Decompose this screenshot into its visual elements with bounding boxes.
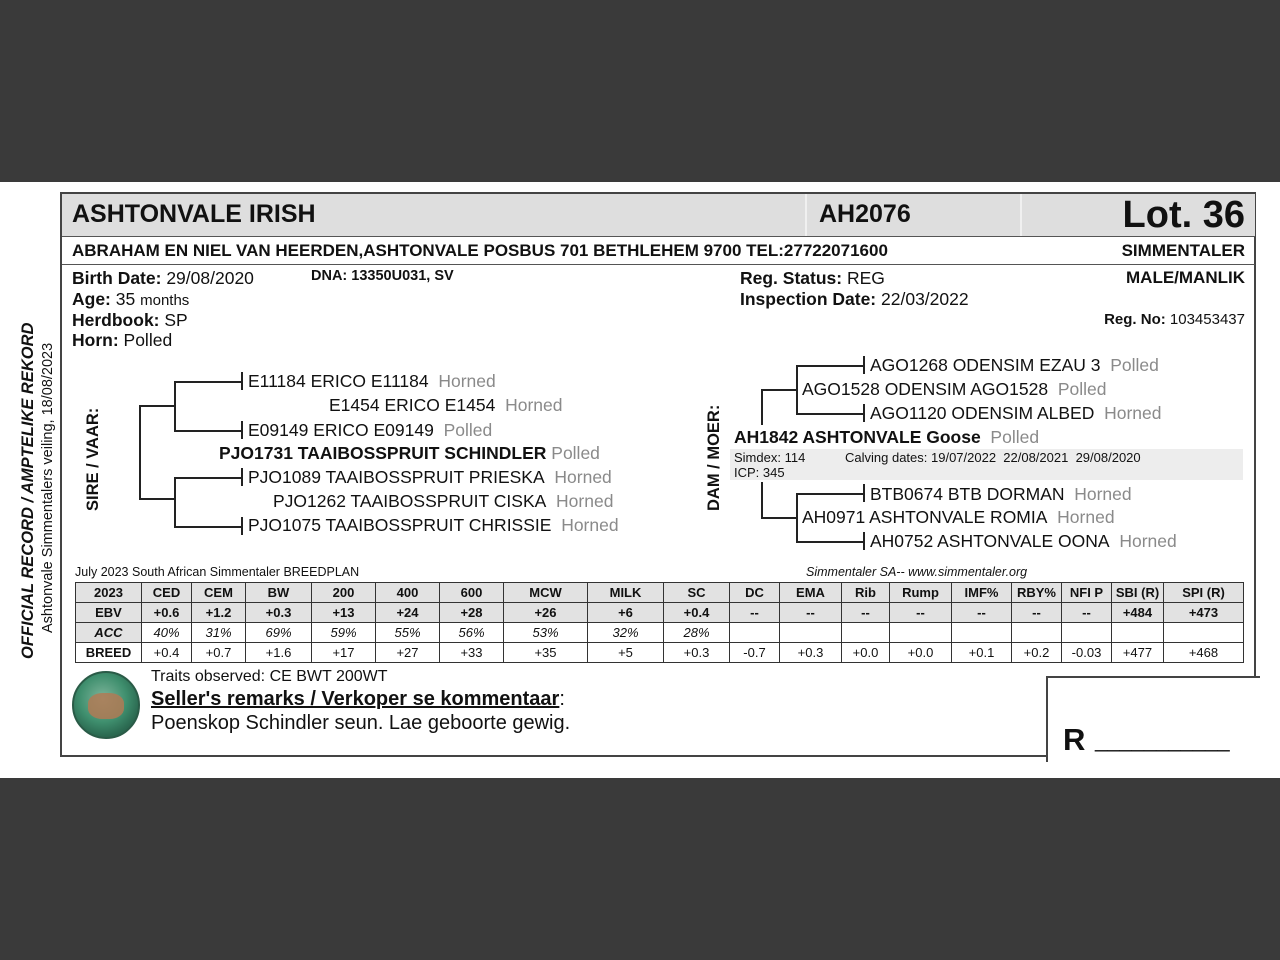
breed-name: SIMMENTALER [1121, 241, 1245, 260]
breed-average-row [76, 643, 1244, 663]
tree-line [796, 413, 864, 415]
ebv-header-cell: 400 [376, 583, 440, 603]
birth-date [72, 268, 254, 289]
breed-cell: +33 [440, 643, 504, 663]
simdex: Simdex: 114 [734, 450, 806, 465]
tree-line [796, 493, 864, 495]
ebv-cell: +0.3 [246, 603, 312, 623]
row-label: 2023 [76, 583, 142, 603]
tree-line [241, 372, 243, 390]
simmentaler-sa-logo-icon [72, 671, 140, 739]
accuracy-cell [1012, 623, 1062, 643]
pedigree-name: AH0971 ASHTONVALE ROMIA [802, 507, 1048, 527]
ebv-cell: -- [1012, 603, 1062, 623]
pedigree-horn: Horned [556, 491, 614, 511]
ebv-cell: +24 [376, 603, 440, 623]
breed-cell: +0.1 [952, 643, 1012, 663]
tree-line [796, 541, 864, 543]
sire-dam-sire-sire [273, 491, 613, 512]
accuracy-cell: 59% [312, 623, 376, 643]
breed-cell: +0.2 [1012, 643, 1062, 663]
accuracy-cell [890, 623, 952, 643]
breed-cell: +0.3 [664, 643, 730, 663]
dam-sire-sire [870, 355, 1159, 376]
herdbook [72, 310, 188, 331]
accuracy-cell: 56% [440, 623, 504, 643]
owner-address: ABRAHAM EN NIEL VAN HEERDEN,ASHTONVALE POSBUS 701 BETHLEHEM 9700 TEL:27722071600 [72, 241, 888, 260]
ebv-header-cell: CED [142, 583, 192, 603]
accuracy-cell: 32% [588, 623, 664, 643]
breed-cell: +0.0 [842, 643, 890, 663]
dam-dam [802, 507, 1115, 528]
accuracy-cell [952, 623, 1012, 643]
horn [72, 330, 172, 351]
ebv-header-cell: NFI P [1062, 583, 1112, 603]
ebv-header-cell: SPI (R) [1164, 583, 1244, 603]
row-label: EBV [76, 603, 142, 623]
accuracy-cell [1062, 623, 1112, 643]
breed-cell: +0.7 [192, 643, 246, 663]
tree-line [174, 477, 242, 479]
price-blank[interactable]: ___________ [1095, 727, 1230, 752]
pedigree-horn: Horned [1119, 531, 1177, 551]
tree-line [241, 421, 243, 439]
tree-line [241, 468, 243, 486]
ebv-header-cell: SC [664, 583, 730, 603]
ebv-cell: +484 [1112, 603, 1164, 623]
official-record-label: OFFICIAL RECORD / AMPTELIKE REKORD [19, 322, 37, 659]
sire [219, 443, 600, 464]
icp: ICP: 345 [734, 465, 785, 480]
sire-sire-sire [329, 395, 563, 416]
ebv-cell: -- [890, 603, 952, 623]
pedigree-horn: Polled [990, 427, 1040, 447]
tree-line [761, 482, 763, 518]
accuracy-cell: 31% [192, 623, 246, 643]
breedplan-caption: July 2023 South African Simmentaler BREEDPLAN [75, 565, 360, 579]
accuracy-cell [780, 623, 842, 643]
tree-line [174, 381, 242, 383]
pedigree-horn: Polled [443, 420, 493, 440]
breed-cell: +5 [588, 643, 664, 663]
lot-number: Lot. 36 [1122, 194, 1245, 236]
pedigree-name: AGO1120 ODENSIM ALBED [870, 403, 1095, 423]
age-label: Age: [72, 289, 111, 309]
reg-status [740, 268, 885, 289]
dam-sire [802, 379, 1106, 400]
header-divider [805, 194, 807, 236]
birth-date-label: Birth Date: [72, 268, 162, 288]
tree-line [796, 493, 798, 541]
pedigree-horn: Polled [1057, 379, 1107, 399]
inspection-label: Inspection Date: [740, 289, 877, 309]
tree-line [241, 517, 243, 535]
dna-info: DNA: 13350U031, SV [311, 268, 454, 284]
breed-cell: +1.6 [246, 643, 312, 663]
pedigree-horn: Horned [1057, 507, 1115, 527]
ebv-cell: +13 [312, 603, 376, 623]
tree-line [863, 532, 865, 550]
ebv-header-cell: EMA [780, 583, 842, 603]
pedigree-name: AGO1268 ODENSIM EZAU 3 [870, 355, 1101, 375]
breed-cell: +27 [376, 643, 440, 663]
breed-cell: +477 [1112, 643, 1164, 663]
ebv-cell: +1.2 [192, 603, 246, 623]
sire-dam-sire [248, 467, 612, 488]
row-label: BREED [76, 643, 142, 663]
horn-label: Horn: [72, 330, 119, 350]
ebv-cell: +473 [1164, 603, 1244, 623]
birth-date-value: 29/08/2020 [166, 268, 254, 288]
herdbook-value: SP [164, 310, 188, 330]
pedigree-horn: Horned [438, 371, 496, 391]
horn-value: Polled [123, 330, 173, 350]
breed-cell: +468 [1164, 643, 1244, 663]
ebv-header-cell: MILK [588, 583, 664, 603]
website-caption: Simmentaler SA-- www.simmentaler.org [806, 565, 1028, 579]
ebv-header-cell: Rump [890, 583, 952, 603]
tree-line [863, 356, 865, 374]
pedigree-horn: Horned [554, 467, 612, 487]
remarks-colon: : [559, 688, 565, 710]
ebv-row [76, 603, 1244, 623]
herdbook-label: Herdbook: [72, 310, 160, 330]
pedigree-name: PJO1075 TAAIBOSSPRUIT CHRISSIE [248, 515, 552, 535]
remarks-text: Poenskop Schindler seun. Lae geboorte gewig. [151, 712, 571, 734]
tree-line [761, 389, 763, 425]
pedigree-name: BTB0674 BTB DORMAN [870, 484, 1065, 504]
reg-no-label: Reg. No: [1104, 311, 1166, 328]
pedigree-horn: Polled [551, 443, 600, 463]
tree-line [174, 430, 242, 432]
ebv-cell: +26 [504, 603, 588, 623]
tree-line [139, 405, 174, 407]
sex: MALE/MANLIK [1126, 268, 1245, 287]
pedigree-name: AH0752 ASHTONVALE OONA [870, 531, 1110, 551]
ebv-header-cell: DC [730, 583, 780, 603]
ebv-header-cell: 200 [312, 583, 376, 603]
header-divider [1020, 194, 1022, 236]
age [72, 289, 189, 310]
ebv-header-cell: BW [246, 583, 312, 603]
tree-line [796, 365, 864, 367]
sire-label: SIRE / VAAR: [84, 407, 102, 511]
accuracy-cell [1112, 623, 1164, 643]
ebv-cell: -- [780, 603, 842, 623]
dam-sire-dam [870, 403, 1162, 424]
tree-line [174, 526, 242, 528]
sire-sire [248, 371, 496, 392]
ebv-cell: +6 [588, 603, 664, 623]
tree-line [761, 389, 796, 391]
animal-id: AH2076 [819, 200, 911, 228]
animal-name: ASHTONVALE IRISH [72, 200, 316, 228]
dam-dam-sire [870, 484, 1132, 505]
reg-status-label: Reg. Status: [740, 268, 843, 288]
ebv-header-cell: IMF% [952, 583, 1012, 603]
tree-line [174, 381, 176, 430]
accuracy-cell [842, 623, 890, 643]
breed-cell: +0.0 [890, 643, 952, 663]
breed-cell: -0.7 [730, 643, 780, 663]
pedigree-horn: Polled [1110, 355, 1159, 375]
reg-no-value: 103453437 [1169, 311, 1245, 328]
ebv-header-cell: CEM [192, 583, 246, 603]
sire-dam [248, 420, 492, 441]
inspection-date [740, 289, 969, 310]
ebv-header-cell: 600 [440, 583, 504, 603]
accuracy-cell: 53% [504, 623, 588, 643]
dam-dam-dam [870, 531, 1177, 552]
calving-dates: Calving dates: 19/07/2022 22/08/2021 29/08/2020 [845, 450, 1141, 465]
pedigree-horn: Horned [1104, 403, 1162, 423]
accuracy-cell: 55% [376, 623, 440, 643]
accuracy-cell: 69% [246, 623, 312, 643]
ebv-cell: +0.6 [142, 603, 192, 623]
remarks-title [151, 688, 565, 711]
accuracy-row [76, 623, 1244, 643]
ebv-header-cell: SBI (R) [1112, 583, 1164, 603]
tree-line [139, 498, 174, 500]
ebv-header-cell: RBY% [1012, 583, 1062, 603]
accuracy-cell: 28% [664, 623, 730, 643]
pedigree-name: PJO1262 TAAIBOSSPRUIT CISKA [273, 491, 547, 511]
ebv-cell: +28 [440, 603, 504, 623]
tree-line [761, 517, 796, 519]
tree-line [863, 484, 865, 502]
price-currency: R [1063, 722, 1086, 757]
breed-cell: +0.4 [142, 643, 192, 663]
pedigree-name: E11184 ERICO E11184 [248, 371, 429, 391]
tree-line [863, 404, 865, 422]
ebv-cell: -- [1062, 603, 1112, 623]
pedigree-name: E1454 ERICO E1454 [329, 395, 496, 415]
dam [734, 427, 1039, 448]
pedigree-name: AH1842 ASHTONVALE Goose [734, 427, 981, 447]
breed-cell: +17 [312, 643, 376, 663]
ebv-cell: -- [842, 603, 890, 623]
remarks-title-text: Seller's remarks / Verkoper se kommentaar [151, 688, 560, 710]
reg-status-value: REG [846, 268, 885, 288]
pedigree-name: E09149 ERICO E09149 [248, 420, 434, 440]
ebv-cell: -- [952, 603, 1012, 623]
age-value: 35 [115, 289, 136, 309]
ebv-cell: +0.4 [664, 603, 730, 623]
accuracy-cell [1164, 623, 1244, 643]
pedigree-name: PJO1089 TAAIBOSSPRUIT PRIESKA [248, 467, 545, 487]
ebv-header-cell: MCW [504, 583, 588, 603]
sale-label: Ashtonvale Simmentalers veiling, 18/08/2023 [40, 342, 56, 633]
ebv-header-cell: Rib [842, 583, 890, 603]
age-unit: months [140, 292, 190, 309]
pedigree-horn: Horned [1074, 484, 1132, 504]
pedigree-horn: Horned [561, 515, 619, 535]
reg-no [1104, 311, 1245, 328]
ebv-header-row [76, 583, 1244, 603]
tree-line [174, 477, 176, 526]
accuracy-cell [730, 623, 780, 643]
accuracy-cell: 40% [142, 623, 192, 643]
ebv-table [75, 582, 1244, 663]
traits-observed: Traits observed: CE BWT 200WT [151, 668, 388, 685]
pedigree-name: AGO1528 ODENSIM AGO1528 [802, 379, 1049, 399]
pedigree-name: PJO1731 TAAIBOSSPRUIT SCHINDLER [219, 443, 547, 463]
pedigree-horn: Horned [505, 395, 563, 415]
row-label: ACC [76, 623, 142, 643]
dam-label: DAM / MOER: [705, 404, 723, 511]
sire-bracket [139, 405, 141, 498]
inspection-value: 22/03/2022 [881, 289, 969, 309]
breed-cell: +35 [504, 643, 588, 663]
breed-cell: -0.03 [1062, 643, 1112, 663]
sire-dam-dam [248, 515, 619, 536]
tree-line [796, 365, 798, 413]
ebv-cell: -- [730, 603, 780, 623]
breed-cell: +0.3 [780, 643, 842, 663]
